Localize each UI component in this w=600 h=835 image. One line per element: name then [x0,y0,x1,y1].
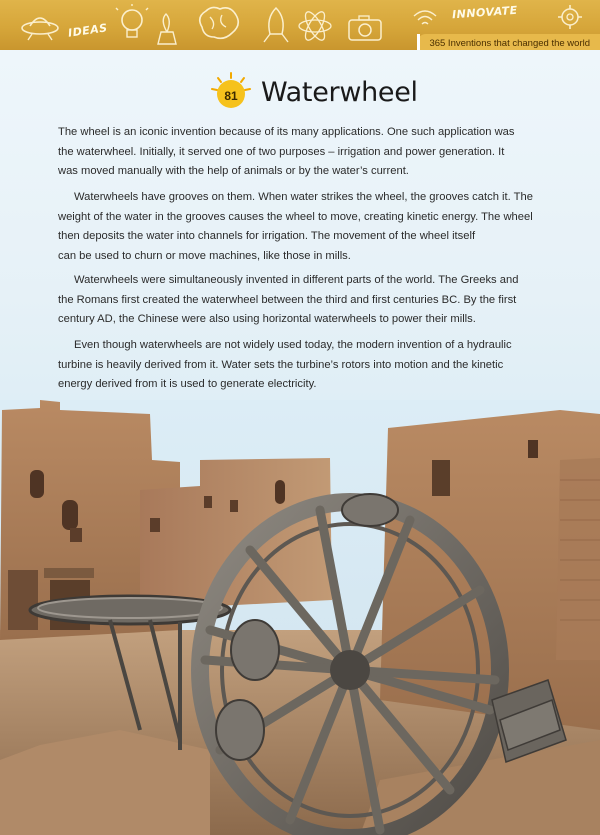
paragraph-line: Waterwheels have grooves on them. When water strikes the wheel, the grooves catch it. The [74,191,533,203]
brain-doodle-icon [192,3,244,47]
series-title: 365 Inventions that changed the world [429,37,590,49]
ufo-doodle-icon [18,8,62,42]
waterwheel-illustration-icon [0,400,600,835]
paragraph-line: Waterwheels were simultaneously invented in different parts of the world. The Greeks and [74,274,519,286]
series-title-tab [417,34,600,50]
paragraph-line: Even though waterwheels are not widely used today, the modern invention of a hydraulic [74,339,512,351]
invention-number-badge [211,72,251,112]
paragraph-line: can be used to churn or move machines, like those in mills. [58,249,351,262]
ideas-doodle-word: IDEAS [67,21,109,40]
paragraph-line: turbine is heavily derived from it. Water sets the turbine’s rotors into motion and the kinetic [58,358,504,371]
paragraph-2 [58,188,536,266]
paragraph-3 [58,271,536,330]
lightbulb-doodle-icon [112,4,152,44]
invention-number: 81 [224,89,238,103]
article-title: Waterwheel [261,76,418,108]
plant-doodle-icon [150,10,184,46]
atom-doodle-icon [296,8,334,44]
paragraph-line: weight of the water in the grooves causes the wheel to move, creating kinetic energy. The wheel [58,210,533,223]
paragraph-line: the Romans first created the waterwheel between the third and first centuries BC. By the first [58,293,517,306]
paragraph-line: energy derived from it is used to generate electricity. [58,378,317,390]
paragraph-line: was moved manually with the help of animals or by the water’s current. [58,165,409,177]
paragraph-line: then deposits the water into channels for irrigation. The movement of the wheel itself [58,230,476,242]
paragraph-line: The wheel is an iconic invention because of its many applications. One such application was [58,126,515,138]
innovate-doodle-word: INNOVATE [451,3,519,22]
camera-doodle-icon [345,12,385,44]
wifi-doodle-icon [410,4,440,30]
paragraph-line: century AD, the Chinese were also using horizontal waterwheels to power their mills. [58,313,476,325]
paragraph-line: the waterwheel. Initially, it served one of two purposes – irrigation and power generation. It [58,145,505,158]
article-heading [211,70,418,114]
paragraph-1 [58,123,536,182]
rocket-doodle-icon [258,6,294,46]
top-banner [0,0,600,50]
waterwheel-photo [0,400,600,835]
gear-doodle-icon [548,2,592,32]
paragraph-4 [58,336,536,395]
